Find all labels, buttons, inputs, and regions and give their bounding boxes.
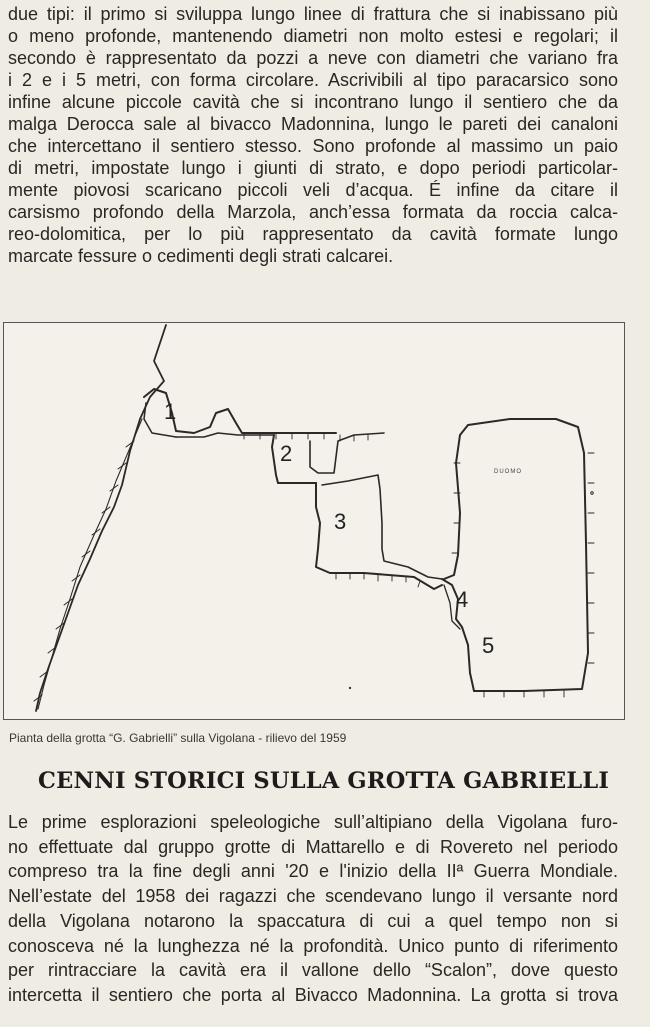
- text-line: infine alcune piccole cavità che si incontrano lungo il sentiero che da: [8, 92, 618, 112]
- text-line: due tipi: il primo si sviluppa lungo linee di frattura che si inabissano più: [8, 4, 618, 24]
- history-paragraph: [8, 810, 618, 1008]
- cave-plan-drawing: [4, 323, 624, 719]
- chamber-label-5: 5: [482, 633, 495, 658]
- chamber-label-1: 1: [164, 399, 177, 424]
- text-line: di metri, impostate lungo i giunti di strato, e dopo periodi particolar-: [8, 158, 618, 178]
- cave-map-figure: [3, 322, 625, 720]
- text-line: Nell’estate del 1958 dei ragazzi che scendevano lungo il versante nord: [8, 886, 618, 907]
- text-line: conosceva né la lunghezza né la profondità. Unico punto di riferimento: [8, 935, 618, 956]
- chamber-label-2: 2: [280, 441, 293, 466]
- section-title: CENNI STORICI SULLA GROTTA GABRIELLI: [38, 768, 610, 794]
- text-line: no effettuate dal gruppo grotte di Mattarello e di Rovereto nel periodo: [8, 836, 618, 857]
- text-line: della Vigolana notarono la spaccatura di cui a quel tempo non si: [8, 910, 618, 931]
- duomo-label: DUOMO: [494, 469, 522, 475]
- text-line: reo-dolomitica, per lo più rappresentato da cavità formate lungo: [8, 224, 618, 244]
- text-line: marcate fessure o cedimenti degli strati calcarei.: [8, 246, 394, 266]
- figure-caption: Pianta della grotta “G. Gabrielli” sulla Vigolana - rilievo del 1959: [9, 731, 347, 745]
- text-line: mente piovosi scaricano piccoli veli d’acqua. É infine da citare il: [8, 180, 618, 200]
- text-line: secondo è rappresentato da pozzi a neve con diametri che variano fra: [8, 48, 618, 68]
- intro-paragraph: [8, 3, 618, 267]
- text-line: malga Derocca sale al bivacco Madonnina, lungo le pareti dei canaloni: [8, 114, 618, 134]
- text-line: o meno profonde, mantenendo diametri non molto estesi e regolari; il: [8, 26, 618, 46]
- text-line: per rintracciare la cavità era il vallone dello “Scalon”, dove questo: [8, 960, 618, 981]
- text-line: intercetta il sentiero che porta al Bivacco Madonnina. La grotta si trova: [8, 984, 618, 1005]
- text-line: Le prime esplorazioni speleologiche sull’altipiano della Vigolana furo-: [8, 812, 618, 832]
- chamber-label-4: 4: [456, 587, 469, 612]
- text-line: carsismo profondo della Marzola, anch’essa formata da roccia calca-: [8, 202, 618, 222]
- chamber-label-3: 3: [334, 509, 347, 534]
- text-line: compreso tra la fine degli anni '20 e l'inizio della IIª Guerra Mondiale.: [8, 861, 618, 882]
- text-line: che intercettano il sentiero stesso. Sono profonde al massimo un paio: [8, 136, 618, 156]
- text-line: i 2 e i 5 metri, con forma circolare. Ascrivibili al tipo paracarsico sono: [8, 70, 618, 90]
